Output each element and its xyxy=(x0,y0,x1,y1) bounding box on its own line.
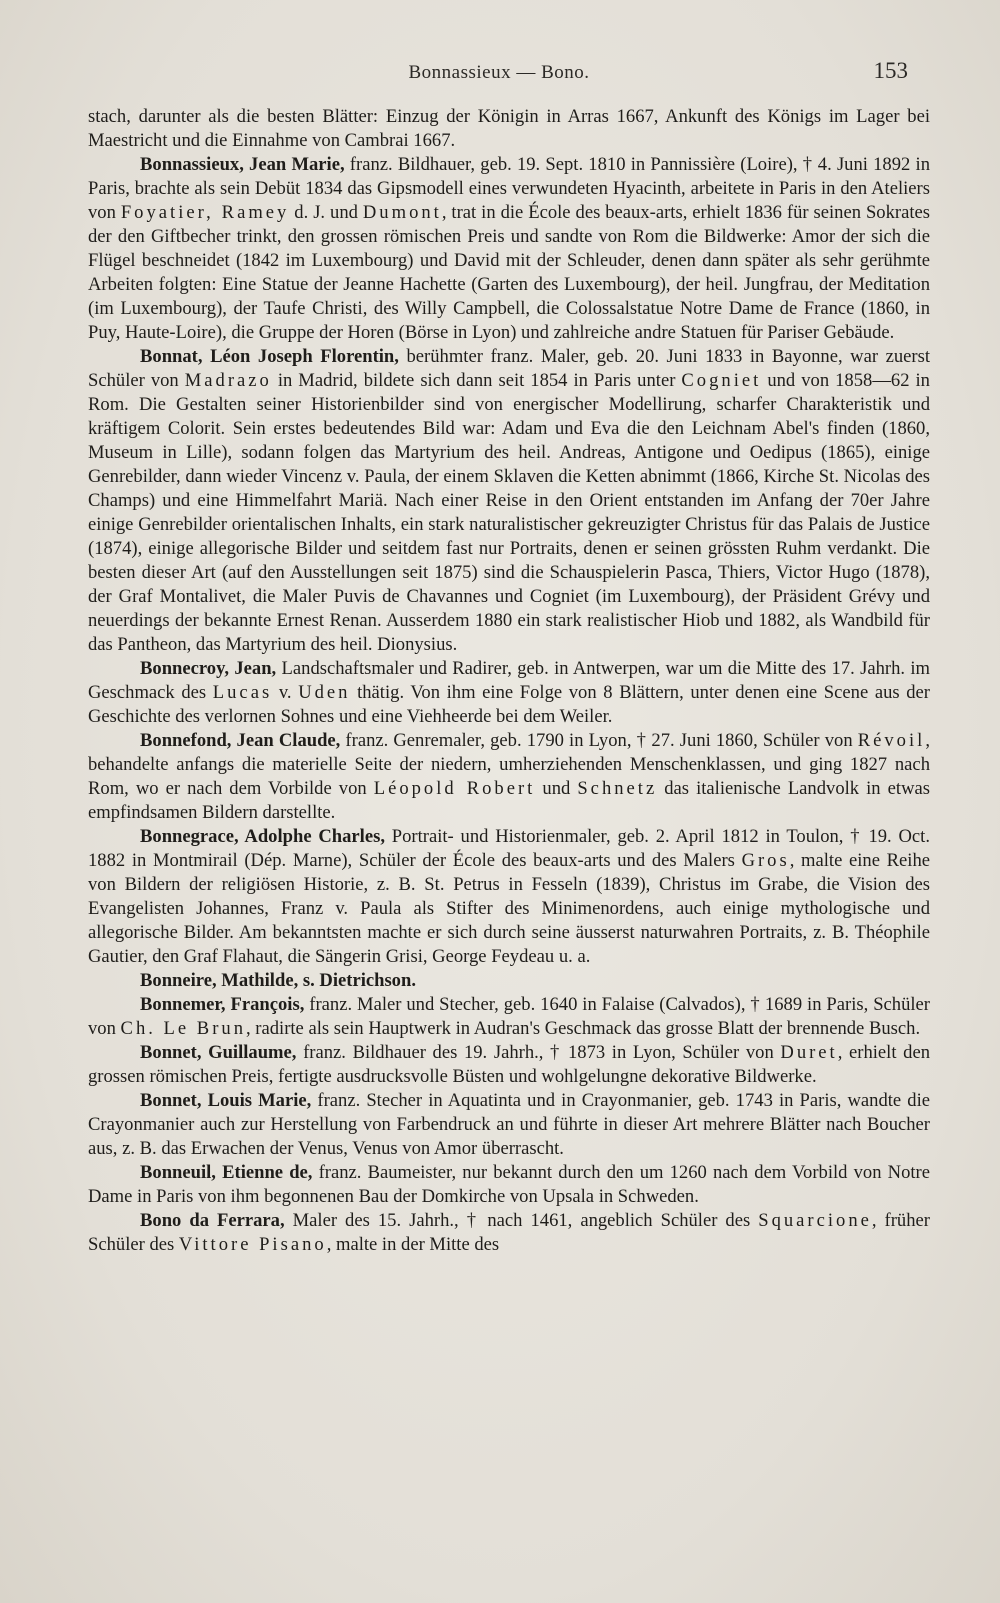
entry-text: , behandelte anfangs die materielle Seite der niedern, umherziehenden Menschenklassen, und ging 1827 nach Rom, wo er nach dem Vorbilde von xyxy=(88,730,930,799)
entry-text: Maler des 15. Jahrh., † nach 1461, angeblich Schüler des xyxy=(284,1210,759,1231)
entry-headword: Bonnassieux, Jean Marie, xyxy=(140,154,345,175)
entry-headword: Bonneire, Mathilde, s. Dietrichson. xyxy=(140,970,416,991)
artist-name-spaced: Uden xyxy=(298,682,351,703)
entry-text: und xyxy=(535,778,578,799)
dictionary-body xyxy=(88,105,930,1575)
entry-text: , trat in die École des beaux-arts, erhielt 1836 für seinen Sokrates der den Giftbecher trinkt, den grossen römischen Preis und sandte von Rom die Bildwerke: Amor der sich die Flügel beschneidet (1842 im Luxembourg) und David mit der Schleuder, denen dann später als sehr gerühmte Arbeiten folgten: Eine Statue der Jeanne Hachette (Garten des Luxembourg), der heil. Jungfrau, der Meditation (im Luxembourg), der Taufe Christi, des Willy Campbell, die Colossalstatue Notre Dame de France (1860, in Puy, Haute-Loire), die Gruppe der Horen (Börse in Lyon) und zahlreiche andre Statuen für Pariser Gebäude. xyxy=(88,202,930,343)
page-number: 153 xyxy=(873,58,908,83)
entry-text: v. xyxy=(272,682,299,703)
entry-headword: Bonnefond, Jean Claude, xyxy=(140,730,341,751)
entry-headword: Bonnecroy, Jean, xyxy=(140,658,277,679)
entry-bono xyxy=(88,1209,930,1257)
entry-headword: Bonnemer, François, xyxy=(140,994,305,1015)
artist-name-spaced: Léopold Robert xyxy=(373,778,536,799)
running-head xyxy=(90,58,908,88)
artist-name-spaced: Foyatier, Ramey xyxy=(120,202,290,223)
entry-text: franz. Genremaler, geb. 1790 in Lyon, † 27. Juni 1860, Schüler von xyxy=(340,730,858,751)
artist-name-spaced: Schnetz xyxy=(577,778,658,799)
artist-name-spaced: Gros xyxy=(741,850,790,871)
entry-text: d. J. und xyxy=(289,202,363,223)
entry-continuation xyxy=(88,105,930,153)
artist-name-spaced: Duret xyxy=(780,1042,838,1063)
artist-name-spaced: Cogniet xyxy=(681,370,762,391)
entry-headword: Bonnet, Guillaume, xyxy=(140,1042,297,1063)
artist-name-spaced: Dumont xyxy=(362,202,442,223)
entry-text: und von 1858—62 in Rom. Die Gestalten seiner Historienbilder sind von energischer Modellirung, scharfer Charakteristik und kräftigem Colorit. Sein erstes bedeutendes Bild war: Adam und Eva die den Leichnam Abel's finden (1860, Museum in Lille), sodann folgen das Martyrium des heil. Andreas, Antigone und Oedipus (1865), einige Genrebilder, dann wieder Vincenz v. Paula, der einem Sklaven die Ketten abnimmt (1866, Kirche St. Nicolas des Champs) und eine Himmelfahrt Mariä. Nach einer Reise in den Orient entstanden im Anfang der 70er Jahre einige Genrebilder orientalischen Inhalts, ein stark naturalistischer gekreuzigter Christus für das Palais de Justice (1874), einige allegorische Bilder und seitdem fast nur Portraits, denen er seinen grössten Ruhm verdankt. Die besten dieser Art (auf den Ausstellungen seit 1875) sind die Schauspielerin Pasca, Thiers, Victor Hugo (1878), der Graf Montalivet, die Maler Puvis de Chavannes und Cogniet (im Luxembourg), der Präsident Grévy und neuerdings der bekannte Ernest Renan. Ausserdem 1880 ein stark realistischer Hiob und 1882, als Wandbild für das Pantheon, das Martyrium des heil. Dionysius. xyxy=(88,370,930,655)
entry-text: franz. Stecher in Aquatinta und in Crayonmanier, geb. 1743 in Paris, wandte die Crayonmanier auch zur Herstellung von Farbendruck an und führte in dieser Art mehrere Blätter nach Boucher aus, z. B. das Erwachen der Venus, Venus von Amor überrascht. xyxy=(88,1090,930,1159)
entry-text: franz. Baumeister, nur bekannt durch den um 1260 nach dem Vorbild von Notre Dame in Paris von ihm begonnenen Bau der Domkirche von Upsala in Schweden. xyxy=(88,1162,930,1207)
entry-bonnat xyxy=(88,345,930,657)
entry-text: stach, darunter als die besten Blätter: Einzug der Königin in Arras 1667, Ankunft des Königs im Lager bei Maestricht und die Einnahme von Cambrai 1667. xyxy=(88,106,930,151)
entry-text: das italienische Landvolk in etwas empfindsamen Bildern darstellte. xyxy=(88,778,930,823)
entry-text: , malte in der Mitte des xyxy=(326,1234,500,1255)
artist-name-spaced: Squarcione xyxy=(758,1210,872,1231)
entry-text: franz. Maler und Stecher, geb. 1640 in Falaise (Calvados), † 1689 in Paris, Schüler von xyxy=(88,994,930,1039)
entry-bonnefond xyxy=(88,729,930,825)
entry-headword: Bonnegrace, Adolphe Charles, xyxy=(140,826,385,847)
entry-text: franz. Bildhauer des 19. Jahrh., † 1873 in Lyon, Schüler von xyxy=(296,1042,781,1063)
artist-name-spaced: Ch. Le Brun xyxy=(120,1018,246,1039)
artist-name-spaced: Révoil xyxy=(857,730,926,751)
entry-text: in Madrid, bildete sich dann seit 1854 in Paris unter xyxy=(271,370,682,391)
entry-bonnet-louis xyxy=(88,1089,930,1161)
entry-text: Landschaftsmaler und Radirer, geb. in Antwerpen, war um die Mitte des 17. Jahrh. im Geschmack des xyxy=(88,658,930,703)
entry-text: , erhielt den grossen römischen Preis, fertigte ausdrucksvolle Büsten und wohlgelungne dekorative Bildwerke. xyxy=(88,1042,931,1087)
artist-name-spaced: Vittore Pisano xyxy=(178,1234,327,1255)
artist-name-spaced: Madrazo xyxy=(184,370,272,391)
entry-bonnet-guillaume xyxy=(88,1041,930,1089)
entry-bonnemer xyxy=(88,993,930,1041)
entry-text: , früher Schüler des xyxy=(88,1210,930,1255)
entry-bonneire xyxy=(88,969,930,993)
entry-bonnecroy xyxy=(88,657,930,729)
entry-text: thätig. Von ihm eine Folge von 8 Blättern, unter denen eine Scene aus der Geschichte des verlornen Sohnes und eine Viehheerde bei dem Weiler. xyxy=(88,682,930,727)
entry-bonneuil xyxy=(88,1161,930,1209)
running-title: Bonnassieux — Bono. xyxy=(408,62,590,83)
artist-name-spaced: Lucas xyxy=(212,682,273,703)
entry-text: , radirte als sein Hauptwerk in Audran's Geschmack das grosse Blatt der brennende Busch. xyxy=(246,1018,921,1039)
entry-headword: Bonnet, Louis Marie, xyxy=(140,1090,312,1111)
entry-text: berühmter franz. Maler, geb. 20. Juni 1833 in Bayonne, war zuerst Schüler von xyxy=(88,346,931,391)
entry-headword: Bono da Ferrara, xyxy=(140,1210,285,1231)
entry-headword: Bonnat, Léon Joseph Florentin, xyxy=(140,346,399,367)
entry-text: , malte eine Reihe von Bildern der religiösen Historie, z. B. St. Petrus in Fesseln (1839), Christus im Grabe, die Vision des Evangelisten Johannes, Franz v. Paula als Stifter des Minimenordens, auch einige mythologische und allegorische Bilder. Am bekanntsten machte er sich durch seine äusserst naturwahren Portraits, z. B. Théophile Gautier, den Graf Flahaut, die Sängerin Grisi, George Feydeau u. a. xyxy=(88,850,930,967)
entry-bonnassieux xyxy=(88,153,930,345)
entry-text: Portrait- und Historienmaler, geb. 2. April 1812 in Toulon, † 19. Oct. 1882 in Montmirail (Dép. Marne), Schüler der École des beaux-arts und des Malers xyxy=(88,826,930,871)
entry-headword: Bonneuil, Etienne de, xyxy=(140,1162,313,1183)
entry-bonnegrace xyxy=(88,825,930,969)
entry-text: franz. Bildhauer, geb. 19. Sept. 1810 in Pannissière (Loire), † 4. Juni 1892 in Paris, brachte als sein Debüt 1834 das Gipsmodell eines verwundeten Hyacinth, arbeitete in Paris in den Ateliers von xyxy=(88,154,930,223)
